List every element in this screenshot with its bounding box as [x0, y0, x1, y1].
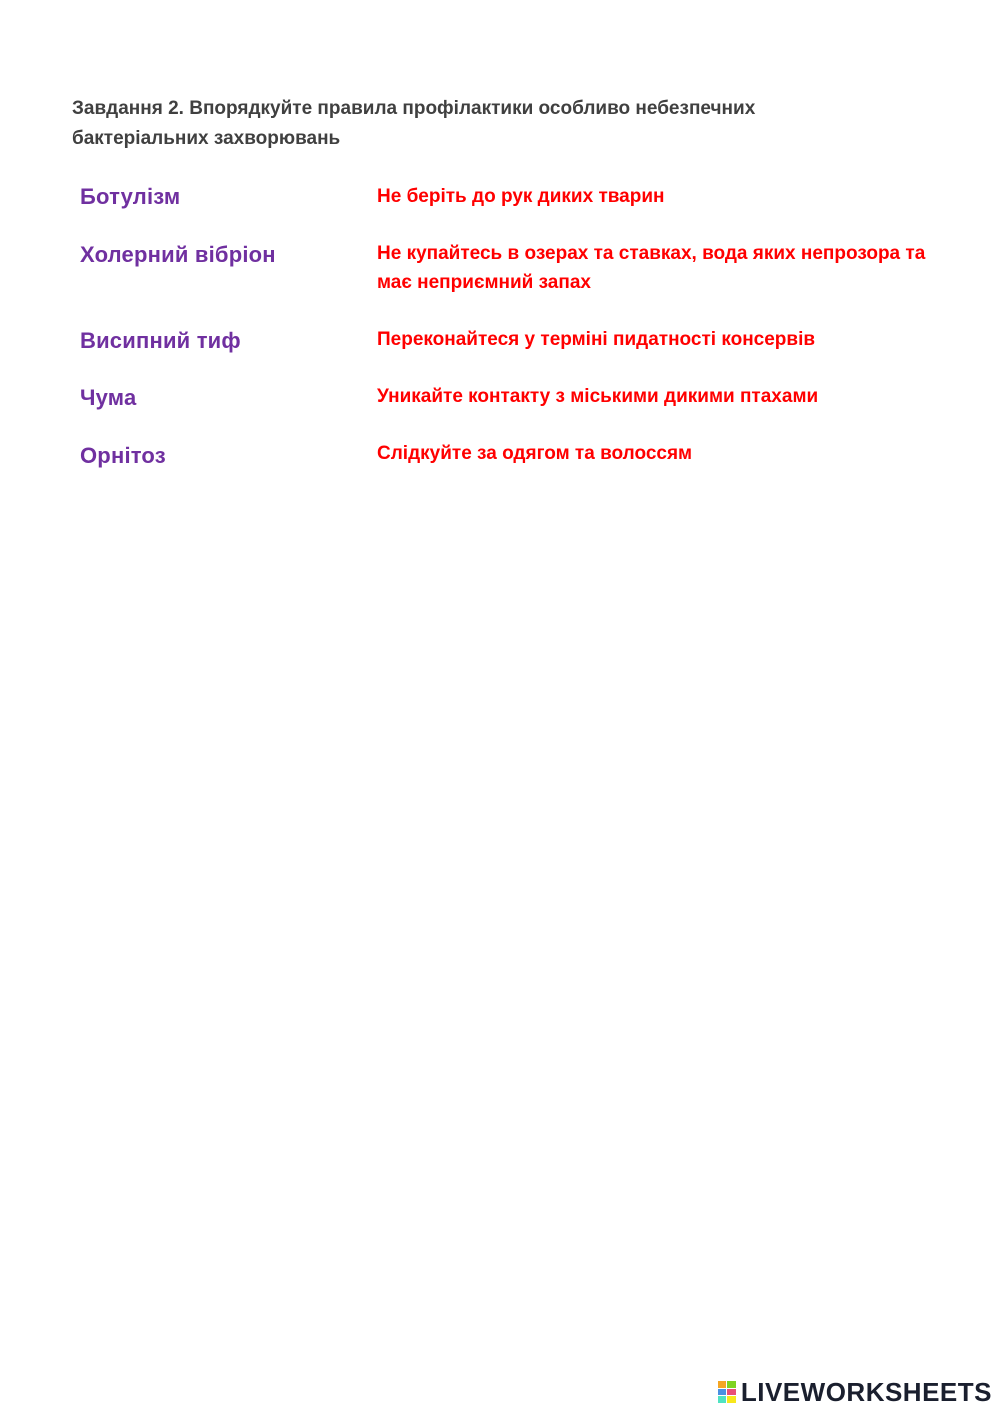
term-cholera[interactable]: Холерний вібріон: [80, 242, 276, 267]
logo-square: [718, 1389, 727, 1396]
logo-square: [718, 1396, 727, 1403]
rule-city-birds[interactable]: Уникайте контакту з міськими дикими птахами: [377, 386, 819, 407]
term-botulism[interactable]: Ботулізм: [80, 184, 181, 209]
rule-wild-animals[interactable]: Не беріть до рук диких тварин: [377, 186, 665, 207]
task-title: Завдання 2. Впорядкуйте правила профілактики особливо небезпечних бактеріальних захворювань: [72, 98, 756, 149]
term-typhus[interactable]: Висипний тиф: [80, 328, 241, 353]
rule-clothing-hair[interactable]: Слідкуйте за одягом та волоссям: [377, 443, 693, 464]
term-ornithosis[interactable]: Орнітоз: [80, 443, 166, 468]
rule-swimming[interactable]: Не купайтесь в озерах та ставках, вода яких непрозора та має неприємний запах: [377, 243, 926, 293]
logo-square: [718, 1381, 727, 1388]
term-plague[interactable]: Чума: [80, 385, 137, 410]
logo-square: [727, 1389, 736, 1396]
logo-text: LIVEWORKSHEETS: [740, 1376, 992, 1407]
liveworksheets-logo: [718, 1377, 992, 1407]
rule-canned-food[interactable]: Переконайтеся у терміні пидатності консервів: [377, 329, 816, 350]
liveworksheets-logo-icon: [718, 1381, 736, 1403]
logo-square: [727, 1396, 736, 1403]
logo-square: [727, 1381, 736, 1388]
